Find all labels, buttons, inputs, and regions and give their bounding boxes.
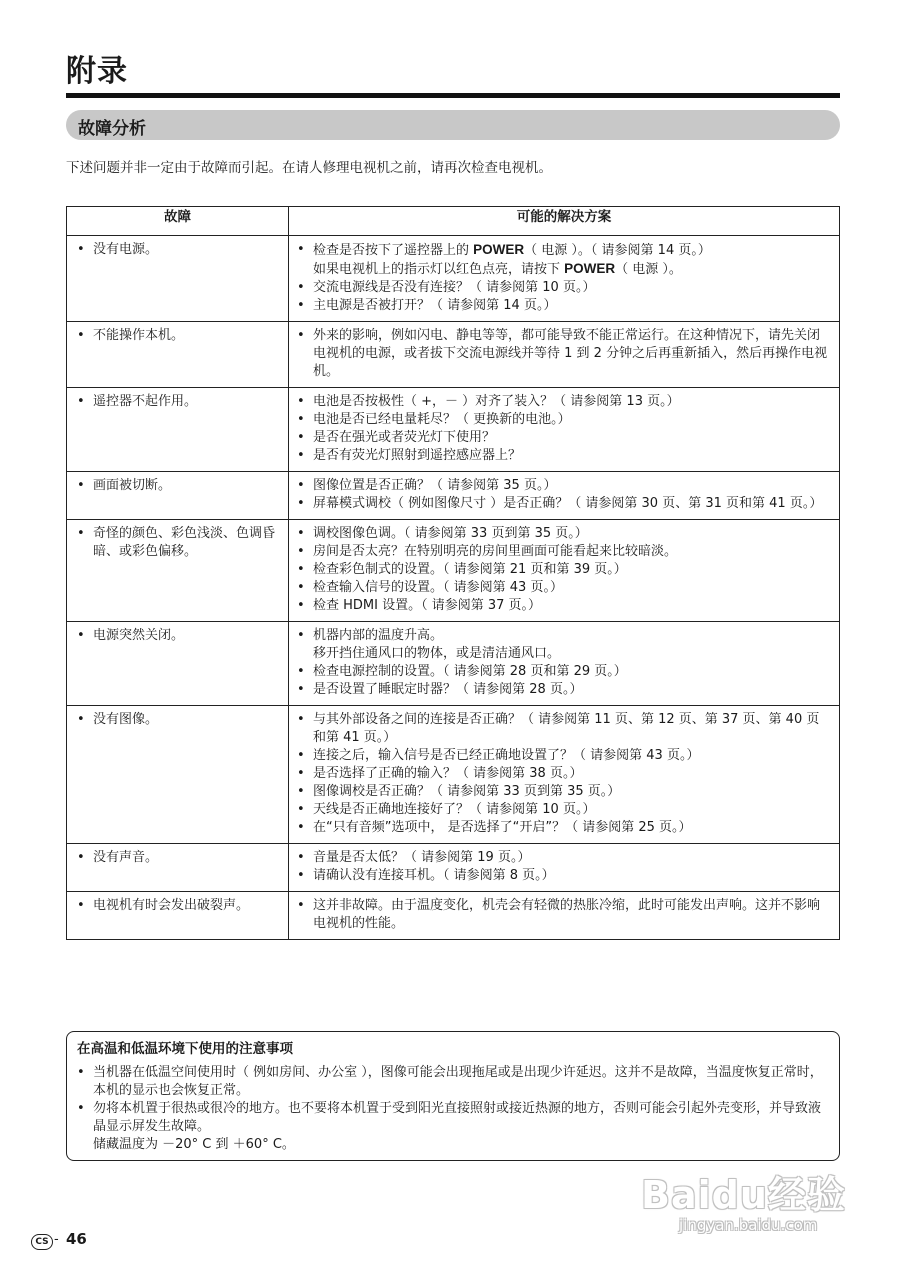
problem-item [77, 393, 280, 411]
solution-text [313, 646, 560, 661]
notice-bullet-text: 勿将本机置于很热或很冷的地方。也不要将本机置于受到阳光直接照射或接近热源的地方，否则可能会引起外壳变形，并导致液晶显示屏发生故障。 [93, 1101, 822, 1134]
solution-item [297, 849, 831, 867]
problem-cell [67, 892, 289, 940]
watermark-logo: Baidu经验 [641, 1173, 846, 1217]
solution-text-part: 交流电源线是否没有连接？（ 请参阅第 10 页。） [313, 280, 596, 295]
storage-temperature: 储藏温度为 －20° C 到 ＋60° C。 [93, 1137, 295, 1152]
notice-bullet-text: 当机器在低温空间使用时（ 例如房间、办公室 ），图像可能会出现拖尾或是出现少许延迟。这并不是故障，当温度恢复正常时，本机的显示也会恢复正常。 [93, 1065, 823, 1098]
bullet-dot: • [77, 394, 85, 409]
problem-cell [67, 472, 289, 520]
bullet-dot: • [297, 394, 305, 409]
solution-text-part: 图像调校是否正确？（ 请参阅第 33 页到第 35 页。） [313, 784, 621, 799]
solution-text [313, 783, 831, 801]
bullet-dot: • [297, 430, 305, 445]
problem-cell [67, 622, 289, 706]
solution-text-part: 电池是否按极性（ +，－ ）对齐了装入？（ 请参阅第 13 页。） [313, 394, 680, 409]
solution-text [313, 561, 831, 579]
solution-text [313, 711, 831, 747]
bullet-dot: • [77, 478, 85, 493]
solution-item [297, 447, 831, 465]
table-row [67, 520, 840, 622]
bullet-dot: • [297, 478, 305, 493]
solution-text [313, 663, 831, 681]
solution-text-part: 是否有荧光灯照射到遥控感应器上？ [313, 448, 522, 463]
bullet-dot: • [297, 628, 305, 643]
solution-item [297, 411, 831, 429]
bullet-dot: • [297, 448, 305, 463]
section-title: 故障分析 [78, 119, 146, 139]
solution-cell [289, 388, 840, 472]
solution-item [297, 393, 831, 411]
bullet-dot: • [297, 280, 305, 295]
solution-cell [289, 322, 840, 388]
bullet-dot: • [77, 328, 85, 343]
page-number: 46 [66, 1230, 87, 1248]
problem-text: 奇怪的颜色、彩色浅淡、色调昏暗、或彩色偏移。 [93, 526, 276, 559]
problem-cell [67, 236, 289, 322]
problem-item [77, 849, 280, 867]
bullet-dot: • [77, 712, 85, 727]
solution-item [297, 663, 831, 681]
table-header-row [67, 207, 840, 236]
bullet-dot: • [297, 712, 305, 727]
bullet-dot: • [77, 1101, 85, 1116]
bullet-dot: • [297, 496, 305, 511]
solution-item [297, 477, 831, 495]
solution-text-part: 主电源是否被打开？（ 请参阅第 14 页。） [313, 298, 557, 313]
solution-text [313, 495, 831, 513]
bullet-dot: • [297, 664, 305, 679]
bullet-dot: • [297, 784, 305, 799]
bullet-dot: • [297, 598, 305, 613]
column-header-solution: 可能的解决方案 [289, 207, 840, 236]
problem-cell [67, 520, 289, 622]
notice-bullet [77, 1064, 829, 1100]
table-row [67, 322, 840, 388]
solution-text-part: 外来的影响，例如闪电、静电等等，都可能导致不能正常运行。在这种情况下，请先关闭电视机的电源，或者拔下交流电源线并等待 1 到 2 分钟之后再重新插入，然后再操作电视机。 [313, 328, 828, 379]
solution-item [297, 579, 831, 597]
solution-item [297, 867, 831, 885]
solution-text [313, 849, 831, 867]
solution-text [313, 447, 831, 465]
solution-text-part: 检查输入信号的设置。（ 请参阅第 43 页。） [313, 580, 563, 595]
problem-text: 画面被切断。 [93, 478, 172, 493]
solution-item [297, 801, 831, 819]
problem-text: 电视机有时会发出破裂声。 [93, 898, 250, 913]
solution-text [313, 579, 831, 597]
table-row [67, 388, 840, 472]
solution-text [313, 262, 682, 277]
solution-text-part: 音量是否太低？（ 请参阅第 19 页。） [313, 850, 531, 865]
table-row [67, 706, 840, 844]
problem-item [77, 477, 280, 495]
title-rule [66, 93, 840, 98]
solution-text [313, 477, 831, 495]
solution-text-part: 电池是否已经电量耗尽？（ 更换新的电池。） [313, 412, 571, 427]
problem-cell [67, 388, 289, 472]
problem-text: 遥控器不起作用。 [93, 394, 198, 409]
solution-cell [289, 622, 840, 706]
solution-item [297, 429, 831, 447]
bullet-dot: • [297, 580, 305, 595]
solution-text [313, 297, 831, 315]
problem-text: 没有电源。 [93, 242, 159, 257]
bullet-dot: • [297, 682, 305, 697]
notice-title: 在高温和低温环境下使用的注意事项 [77, 1041, 293, 1057]
button-name: POWER [564, 261, 616, 276]
solution-text-part: （ 电源 ）。 [615, 262, 682, 277]
solution-text-part: 是否选择了正确的输入？（ 请参阅第 38 页。） [313, 766, 583, 781]
problem-cell [67, 706, 289, 844]
solution-item [297, 783, 831, 801]
bullet-dot: • [77, 850, 85, 865]
solution-cell [289, 472, 840, 520]
solution-item [297, 525, 831, 543]
bullet-dot: • [77, 242, 85, 257]
solution-continuation [297, 260, 831, 279]
bullet-dot: • [297, 328, 305, 343]
solution-text-part: 检查 HDMI 设置。（ 请参阅第 37 页。） [313, 598, 542, 613]
solution-text-part: 是否设置了睡眠定时器？（ 请参阅第 28 页。） [313, 682, 583, 697]
table-row [67, 892, 840, 940]
solution-item [297, 747, 831, 765]
table-body [67, 236, 840, 940]
solution-text-part: 天线是否正确地连接好了？（ 请参阅第 10 页。） [313, 802, 596, 817]
solution-text [313, 765, 831, 783]
problem-text: 没有声音。 [93, 850, 159, 865]
solution-text-part: （ 电源 ）。（ 请参阅第 14 页。） [524, 243, 711, 258]
problem-item [77, 897, 280, 915]
problem-text: 电源突然关闭。 [93, 628, 185, 643]
solution-text-part: 是否在强光或者荧光灯下使用？ [313, 430, 496, 445]
solution-text-part: 调校图像色调。（ 请参阅第 33 页到第 35 页。） [313, 526, 588, 541]
table-row [67, 622, 840, 706]
solution-item [297, 897, 831, 933]
solution-text-part: 房间是否太亮？在特别明亮的房间里画面可能看起来比较暗淡。 [313, 544, 678, 559]
solution-text-part: 检查电源控制的设置。（ 请参阅第 28 页和第 29 页。） [313, 664, 627, 679]
problem-item [77, 711, 280, 729]
solution-text-part: 如果电视机上的指示灯以红色点亮，请按下 [313, 262, 565, 277]
solution-text [313, 543, 831, 561]
bullet-dot: • [297, 820, 305, 835]
problem-item [77, 525, 280, 561]
solution-text-part: 检查彩色制式的设置。（ 请参阅第 21 页和第 39 页。） [313, 562, 627, 577]
solution-item [297, 297, 831, 315]
bullet-dot: • [77, 526, 85, 541]
solution-text-part: 检查是否按下了遥控器上的 [313, 243, 474, 258]
bullet-dot: • [297, 748, 305, 763]
solution-text-part: 与其外部设备之间的连接是否正确？（ 请参阅第 11 页、第 12 页、第 37 页、第 40 页和第 41 页。） [313, 712, 820, 745]
solution-text-part: 移开挡住通风口的物体，或是清洁通风口。 [313, 646, 561, 661]
solution-item [297, 561, 831, 579]
solution-cell [289, 236, 840, 322]
solution-text-part: 连接之后，输入信号是否已经正确地设置了？（ 请参阅第 43 页。） [313, 748, 700, 763]
solution-text [313, 241, 831, 260]
solution-text-part: 请确认没有连接耳机。（ 请参阅第 8 页。） [313, 868, 555, 883]
problem-item [77, 241, 280, 259]
solution-cell [289, 706, 840, 844]
solution-item [297, 279, 831, 297]
bullet-dot: • [297, 544, 305, 559]
bullet-dot: • [297, 898, 305, 913]
solution-text [313, 279, 831, 297]
bullet-dot: • [297, 526, 305, 541]
bullet-dot: • [297, 242, 305, 257]
bullet-dot: • [297, 868, 305, 883]
troubleshooting-table [66, 206, 840, 940]
solution-item [297, 819, 831, 837]
solution-text-part: 机器内部的温度升高。 [313, 628, 444, 643]
bullet-dot: • [297, 412, 305, 427]
page-title: 附录 [66, 54, 128, 89]
solution-cell [289, 520, 840, 622]
solution-text [313, 411, 831, 429]
footer-separator: - [54, 1232, 59, 1247]
bullet-dot: • [297, 850, 305, 865]
solution-text [313, 867, 831, 885]
solution-text [313, 393, 831, 411]
bullet-dot: • [297, 802, 305, 817]
problem-text: 没有图像。 [93, 712, 159, 727]
problem-cell [67, 322, 289, 388]
solution-item [297, 627, 831, 645]
solution-item [297, 711, 831, 747]
solution-text [313, 327, 831, 381]
bullet-dot: • [77, 628, 85, 643]
table-row [67, 844, 840, 892]
problem-text: 不能操作本机。 [93, 328, 185, 343]
bullet-dot: • [297, 562, 305, 577]
solution-text-part: 图像位置是否正确？（ 请参阅第 35 页。） [313, 478, 557, 493]
solution-item [297, 495, 831, 513]
solution-item [297, 681, 831, 699]
intro-text: 下述问题并非一定由于故障而引起。在请人修理电视机之前，请再次检查电视机。 [66, 160, 552, 176]
solution-text [313, 897, 831, 933]
problem-cell [67, 844, 289, 892]
problem-item [77, 627, 280, 645]
table-row [67, 236, 840, 322]
temperature-notice-box [66, 1031, 840, 1161]
button-name: POWER [473, 242, 525, 257]
notice-bullet [77, 1100, 829, 1136]
solution-text [313, 681, 831, 699]
solution-item [297, 543, 831, 561]
solution-text [313, 627, 831, 645]
bullet-dot: • [77, 898, 85, 913]
bullet-dot: • [297, 298, 305, 313]
solution-text [313, 801, 831, 819]
solution-text-part: 屏幕模式调校（ 例如图像尺寸 ）是否正确？（ 请参阅第 30 页、第 31 页和第 41 页。） [313, 496, 823, 511]
solution-cell [289, 892, 840, 940]
solution-item [297, 597, 831, 615]
watermark-url: jingyan.baidu.com [679, 1216, 818, 1234]
solution-item [297, 765, 831, 783]
section-header [66, 110, 840, 140]
bullet-dot: • [77, 1065, 85, 1080]
solution-cell [289, 844, 840, 892]
column-header-problem: 故障 [67, 207, 289, 236]
table-row [67, 472, 840, 520]
problem-item [77, 327, 280, 345]
bullet-dot: • [297, 766, 305, 781]
solution-text-part: 这并非故障。由于温度变化，机壳会有轻微的热胀冷缩，此时可能发出声响。这并不影响电视机的性能。 [313, 898, 821, 931]
solution-text-part: 在“只有音频”选项中， 是否选择了“开启”？（ 请参阅第 25 页。） [313, 820, 692, 835]
solution-text [313, 819, 831, 837]
solution-continuation [297, 645, 831, 663]
solution-text [313, 525, 831, 543]
solution-item [297, 241, 831, 260]
language-badge: CS [31, 1234, 53, 1250]
solution-text [313, 747, 831, 765]
solution-text [313, 597, 831, 615]
solution-text [313, 429, 831, 447]
solution-item [297, 327, 831, 381]
